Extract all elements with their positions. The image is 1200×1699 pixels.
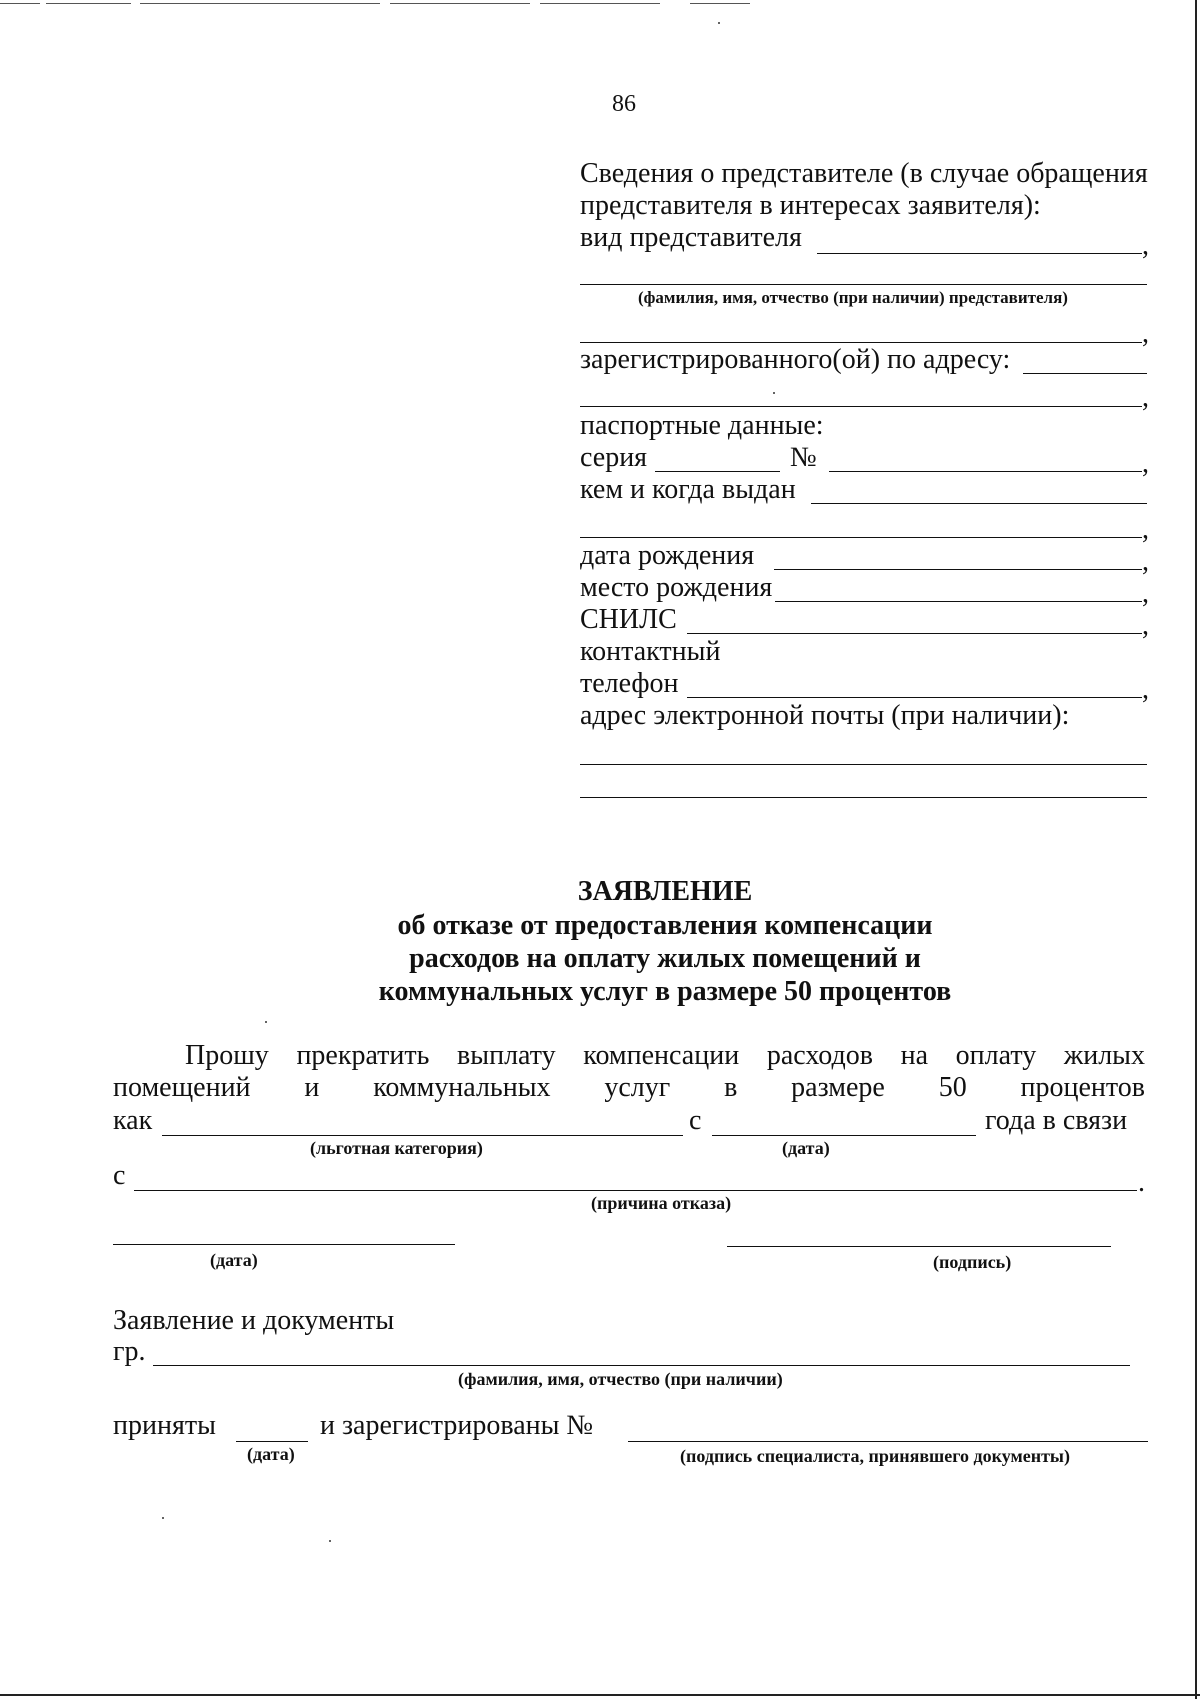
- citizen-fio-caption: (фамилия, имя, отчество (при наличии): [458, 1369, 783, 1389]
- body-word: оплату: [955, 1040, 1037, 1071]
- scan-artifact: [46, 3, 131, 4]
- registered-number-label: и зарегистрированы №: [320, 1410, 594, 1441]
- statement-body-line1: [185, 1040, 1145, 1072]
- body-word: помещений: [113, 1072, 251, 1103]
- body-word: процентов: [1020, 1072, 1145, 1103]
- category-caption: (льготная категория): [310, 1138, 483, 1158]
- accepted-date-caption: (дата): [247, 1444, 295, 1464]
- passport-series-label: серия: [580, 442, 648, 473]
- docs-label: Заявление и документы: [113, 1305, 395, 1336]
- benefit-category-field[interactable]: [162, 1135, 683, 1136]
- scan-speck: [718, 22, 720, 24]
- body-word: размере: [791, 1072, 885, 1103]
- scan-artifact: [0, 3, 40, 4]
- representative-address-field[interactable]: [1023, 373, 1147, 374]
- birth-place-field[interactable]: [775, 601, 1142, 602]
- body-word: на: [900, 1040, 929, 1071]
- scan-artifact: [390, 3, 530, 4]
- representative-fio-continued-field[interactable]: [580, 342, 1142, 343]
- contact-label: контактный: [580, 636, 721, 667]
- body-word: жилых: [1063, 1040, 1145, 1071]
- scan-artifact: [690, 3, 750, 4]
- body-word: прекратить: [296, 1040, 430, 1071]
- year-due-label: года в связи: [985, 1105, 1128, 1136]
- phone-field[interactable]: [687, 697, 1142, 698]
- citizen-label: гр.: [113, 1336, 146, 1367]
- snils-label: СНИЛС: [580, 604, 677, 635]
- birth-date-label: дата рождения: [580, 540, 755, 571]
- scan-artifact: [540, 3, 660, 4]
- scan-speck: [773, 392, 775, 394]
- email-field-continued[interactable]: [580, 797, 1147, 798]
- accepted-date-field[interactable]: [236, 1441, 308, 1442]
- passport-issued-label: кем и когда выдан: [580, 474, 796, 505]
- passport-number-label: №: [790, 442, 817, 473]
- body-word: 50: [938, 1072, 967, 1103]
- page-border-bottom: [0, 1694, 1200, 1696]
- scan-speck: [162, 1517, 164, 1519]
- body-word: Прошу: [185, 1040, 269, 1071]
- body-word: расходов: [766, 1040, 873, 1071]
- scan-speck: [329, 1540, 331, 1542]
- birth-date-field[interactable]: [774, 569, 1142, 570]
- sign-date-caption: (дата): [210, 1250, 258, 1270]
- reason-caption: (причина отказа): [591, 1193, 732, 1213]
- representative-type-label: вид представителя: [580, 222, 802, 253]
- citizen-fio-field[interactable]: [153, 1365, 1130, 1366]
- specialist-caption: (подпись специалиста, принявшего документы): [680, 1446, 1070, 1466]
- page-border-right: [1195, 0, 1197, 1699]
- accepted-label: приняты: [113, 1410, 216, 1441]
- body-word: выплату: [457, 1040, 556, 1071]
- as-label: как: [113, 1105, 153, 1136]
- representative-type-field[interactable]: [817, 253, 1142, 254]
- date-caption: (дата): [782, 1138, 830, 1158]
- representative-fio-caption: (фамилия, имя, отчество (при наличии) представителя): [638, 288, 1068, 307]
- with-label: с: [113, 1160, 126, 1191]
- signature-caption: (подпись): [933, 1252, 1012, 1272]
- from-date-field[interactable]: [712, 1135, 976, 1136]
- passport-label: паспортные данные:: [580, 410, 824, 441]
- passport-issued-continued-field[interactable]: [580, 537, 1142, 538]
- scan-speck: [265, 1021, 267, 1023]
- representative-intro-line2: представителя в интересах заявителя):: [580, 190, 1041, 221]
- snils-field[interactable]: [687, 633, 1142, 634]
- statement-title: ЗАЯВЛЕНИЕ: [577, 876, 753, 907]
- representative-fio-field[interactable]: [580, 284, 1147, 285]
- page-number: 86: [612, 91, 636, 117]
- refusal-reason-field[interactable]: [134, 1190, 1137, 1191]
- body-word: в: [724, 1072, 738, 1103]
- representative-registered-label: зарегистрированного(ой) по адресу:: [580, 344, 1011, 375]
- representative-intro-line1: Сведения о представителе (в случае обращения: [580, 158, 1148, 189]
- specialist-signature-field[interactable]: [628, 1441, 1148, 1442]
- birth-place-label: место рождения: [580, 572, 773, 603]
- statement-body-line2: [113, 1072, 1145, 1104]
- representative-address-continued-field[interactable]: [580, 406, 1142, 407]
- passport-series-field[interactable]: [655, 471, 780, 472]
- statement-subtitle-line1: об отказе от предоставления компенсации: [397, 910, 933, 941]
- email-label: адрес электронной почты (при наличии):: [580, 700, 1070, 731]
- body-word: и: [304, 1072, 320, 1103]
- from-label: с: [689, 1105, 702, 1136]
- email-field[interactable]: [580, 764, 1147, 765]
- scan-artifact: [140, 3, 380, 4]
- body-word: услуг: [604, 1072, 671, 1103]
- body-word: компенсации: [583, 1040, 740, 1071]
- statement-subtitle-line3: коммунальных услуг в размере 50 процентов: [378, 976, 952, 1007]
- passport-issued-field[interactable]: [811, 503, 1147, 504]
- phone-label: телефон: [580, 668, 679, 699]
- body-word: коммунальных: [373, 1072, 551, 1103]
- signature-field[interactable]: [727, 1246, 1111, 1247]
- sign-date-field[interactable]: [113, 1244, 455, 1245]
- passport-number-field[interactable]: [829, 471, 1142, 472]
- statement-subtitle-line2: расходов на оплату жилых помещений и: [409, 943, 921, 974]
